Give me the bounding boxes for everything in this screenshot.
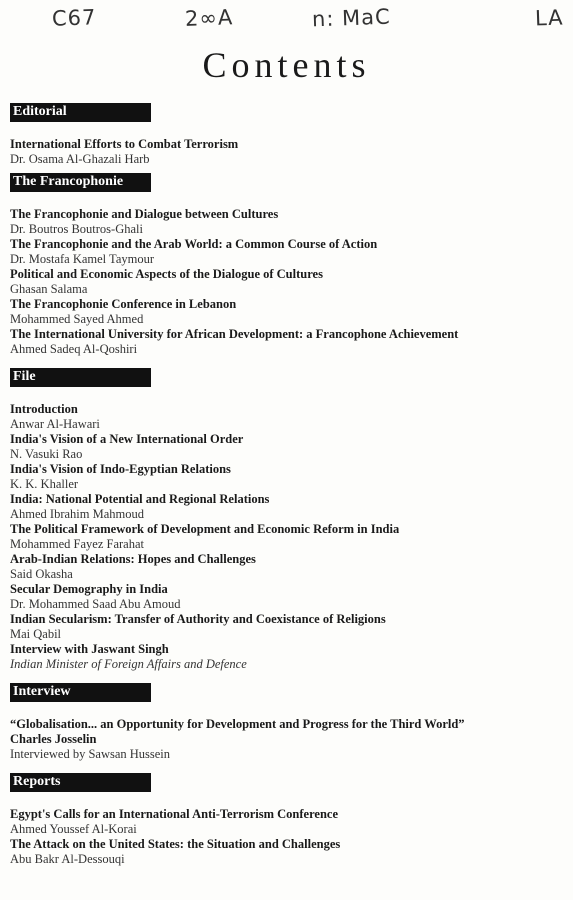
article-title: Secular Demography in India (10, 582, 168, 596)
section-heading: The Francophonie (10, 173, 151, 192)
article-subject: Charles Josselin (10, 732, 97, 746)
article-author: Indian Minister of Foreign Affairs and Defence (10, 657, 247, 671)
article-title: International Efforts to Combat Terrorism (10, 137, 239, 151)
article-title: The Attack on the United States: the Situation and Challenges (10, 837, 341, 851)
list-item (10, 552, 555, 582)
section-editorial (10, 103, 555, 167)
list-item (10, 582, 555, 612)
list-item (10, 237, 555, 267)
list-item (10, 837, 555, 867)
page-title: Contents (202, 45, 371, 85)
article-author: Ahmed Youssef Al-Korai (10, 822, 137, 836)
list-item (10, 137, 555, 167)
section-file (10, 368, 555, 672)
article-title: Introduction (10, 402, 78, 416)
article-title: India's Vision of Indo-Egyptian Relations (10, 462, 231, 476)
list-item (10, 462, 555, 492)
article-author: Dr. Mostafa Kamel Taymour (10, 252, 155, 266)
article-author: Mai Qabil (10, 627, 62, 641)
list-item (10, 327, 555, 357)
article-author: Ghasan Salama (10, 282, 88, 296)
article-author: Dr. Osama Al-Ghazali Harb (10, 152, 150, 166)
article-author: Dr. Mohammed Saad Abu Amoud (10, 597, 181, 611)
article-author: Interviewed by Sawsan Hussein (10, 747, 171, 761)
article-title: The Francophonie Conference in Lebanon (10, 297, 237, 311)
article-title: Political and Economic Aspects of the Dialogue of Cultures (10, 267, 323, 281)
list-item (10, 297, 555, 327)
handwritten-note-corner: LA (534, 5, 564, 31)
section-heading: Editorial (10, 103, 151, 122)
section-francophonie (10, 173, 555, 357)
article-author: Mohammed Sayed Ahmed (10, 312, 144, 326)
list-item (10, 642, 555, 672)
article-title: Indian Secularism: Transfer of Authority and Coexistance of Religions (10, 612, 386, 626)
section-reports (10, 773, 555, 867)
section-heading: Interview (10, 683, 151, 702)
list-item (10, 522, 555, 552)
article-author: Mohammed Fayez Farahat (10, 537, 144, 551)
list-item (10, 807, 555, 837)
article-author: Said Okasha (10, 567, 73, 581)
article-title: India: National Potential and Regional Relations (10, 492, 270, 506)
article-title: The Francophonie and Dialogue between Cultures (10, 207, 279, 221)
list-item (10, 492, 555, 522)
article-title: Interview with Jaswant Singh (10, 642, 169, 656)
list-item (10, 717, 555, 762)
list-item (10, 432, 555, 462)
article-title: The Francophonie and the Arab World: a Common Course of Action (10, 237, 378, 251)
handwritten-note-right: n: MaC (311, 4, 392, 32)
article-author: Ahmed Ibrahim Mahmoud (10, 507, 145, 521)
section-interview (10, 683, 555, 762)
article-author: Dr. Boutros Boutros-Ghali (10, 222, 143, 236)
list-item (10, 207, 555, 237)
section-heading: File (10, 368, 151, 387)
article-title: The Political Framework of Development and Economic Reform in India (10, 522, 400, 536)
handwritten-note-center: 2∞A (184, 5, 234, 31)
article-author: Anwar Al-Hawari (10, 417, 100, 431)
article-title: Arab-Indian Relations: Hopes and Challenges (10, 552, 256, 566)
list-item (10, 612, 555, 642)
list-item (10, 267, 555, 297)
article-author: Ahmed Sadeq Al-Qoshiri (10, 342, 138, 356)
section-heading: Reports (10, 773, 151, 792)
article-title: Egypt's Calls for an International Anti-Terrorism Conference (10, 807, 339, 821)
article-author: Abu Bakr Al-Dessouqi (10, 852, 125, 866)
handwritten-note-left: C67 (51, 5, 97, 31)
article-title: “Globalisation... an Opportunity for Development and Progress for the Third World” (10, 717, 465, 731)
article-title: The International University for African Development: a Francophone Achievement (10, 327, 459, 341)
article-title: India's Vision of a New International Order (10, 432, 244, 446)
article-author: N. Vasuki Rao (10, 447, 83, 461)
article-author: K. K. Khaller (10, 477, 79, 491)
list-item (10, 402, 555, 432)
